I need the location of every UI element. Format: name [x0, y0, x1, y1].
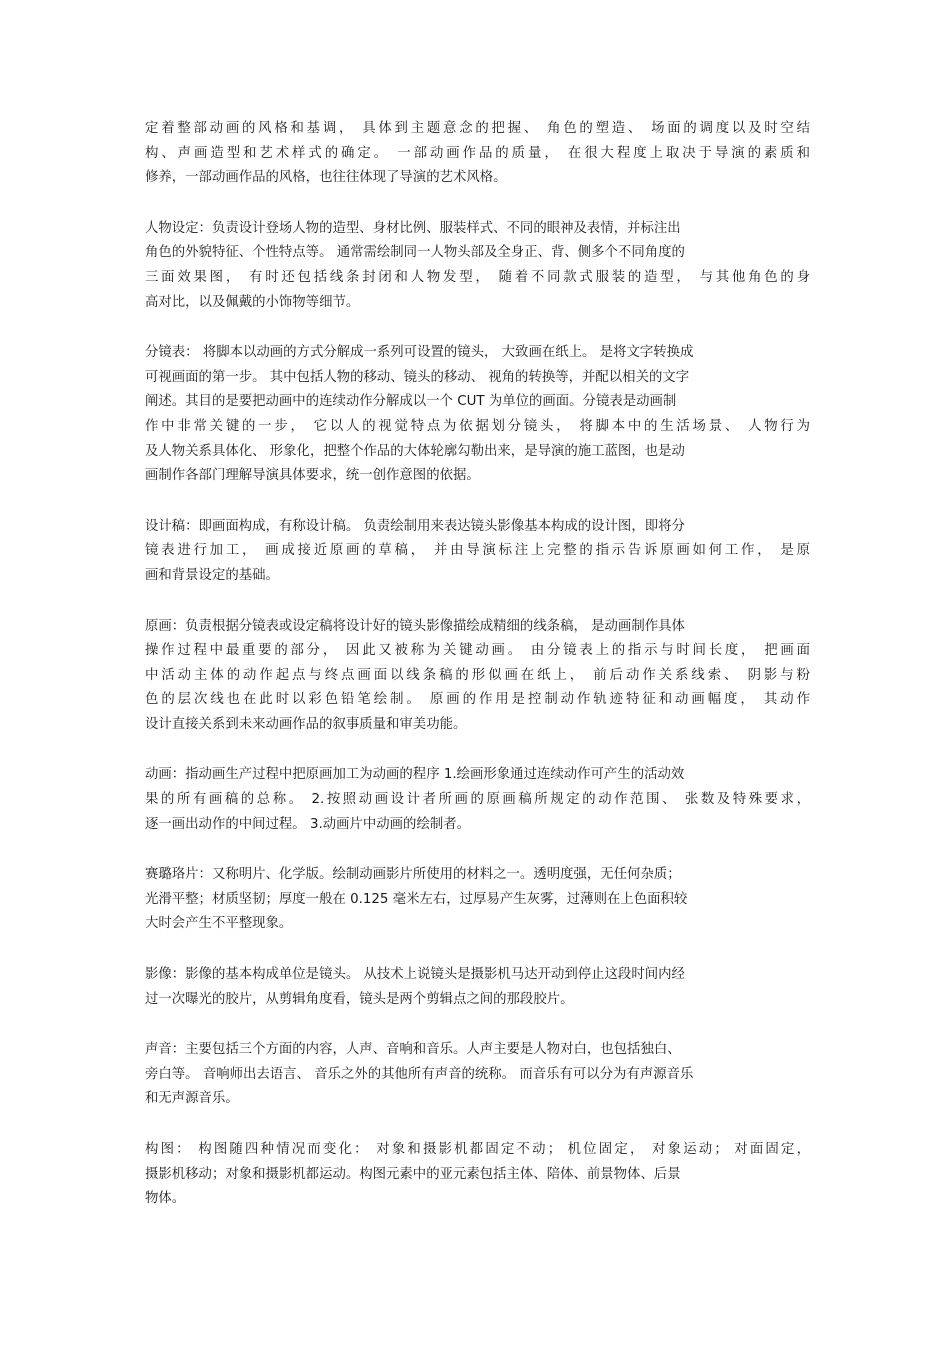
text-line: 作中非常关键的一步， 它以人的视觉特点为依据划分镜头， 将脚本中的生活场景、 人物行为 — [145, 418, 810, 434]
text-line: 物体。 — [145, 1191, 186, 1207]
text-line: 设计稿：即画面构成，有称设计稿。 负责绘制用来表达镜头影像基本构成的设计图，即将分 — [145, 518, 685, 534]
text-line: 分镜表： 将脚本以动画的方式分解成一系列可设置的镜头， 大致画在纸上。 是将文字转换成 — [145, 345, 694, 361]
text-line: 大时会产生不平整现象。 — [145, 916, 293, 932]
text-line: 过一次曝光的胶片，从剪辑角度看，镜头是两个剪辑点之间的那段胶片。 — [145, 991, 574, 1007]
text-line: 画制作各部门理解导演具体要求，统一创作意图的依据。 — [145, 468, 480, 484]
text-line: 可视画面的第一步。 其中包括人物的移动、镜头的移动、 视角的转换等，并配以相关的文字 — [145, 369, 690, 385]
text-line: 设计直接关系到未来动画作品的叙事质量和审美功能。 — [145, 716, 467, 732]
text-line: 高对比，以及佩戴的小饰物等细节。 — [145, 294, 360, 310]
text-line: 及人物关系具体化、 形象化，把整个作品的大体轮廓勾勒出来，是导演的施工蓝图，也是动 — [145, 443, 685, 459]
text-line: 中活动主体的动作起点与终点画面以线条稿的形似画在纸上， 前后动作关系线索、 阴影与粉 — [145, 667, 810, 683]
document-page — [145, 117, 810, 1238]
paragraph — [145, 515, 810, 589]
text-line: 角色的外貌特征、个性特点等。 通常需绘制同一人物头部及全身正、背、侧多个不同角度的 — [145, 245, 685, 261]
text-line: 影像：影像的基本构成单位是镜头。 从技术上说镜头是摄影机马达开动到停止这段时间内经 — [145, 967, 685, 983]
text-line: 旁白等。 音响师出去语言、 音乐之外的其他所有声音的统称。 而音乐有可以分为有声源音乐 — [145, 1066, 694, 1082]
text-line: 三面效果图， 有时还包括线条封闭和人物发型， 随着不同款式服装的造型， 与其他角色的身 — [145, 269, 810, 285]
text-line: 摄影机移动；对象和摄影机都运动。构图元素中的亚元素包括主体、陪体、前景物体、后景 — [145, 1166, 681, 1182]
paragraph — [145, 217, 810, 315]
paragraph — [145, 615, 810, 738]
text-line: 构、声画造型和艺术样式的确定。 一部动画作品的质量， 在很大程度上取决于导演的素质和 — [145, 145, 810, 161]
text-line: 画和背景设定的基础。 — [145, 567, 279, 583]
paragraph — [145, 1138, 810, 1212]
text-line: 人物设定：负责设计登场人物的造型、身材比例、服装样式、不同的眼神及表情，并标注出 — [145, 220, 681, 236]
text-line: 声音：主要包括三个方面的内容，人声、音响和音乐。人声主要是人物对白，也包括独白、 — [145, 1042, 681, 1058]
text-line: 原画：负责根据分镜表或设定稿将设计好的镜头影像描绘成精细的线条稿， 是动画制作具体 — [145, 618, 685, 634]
paragraph — [145, 117, 810, 191]
text-line: 镜表进行加工， 画成接近原画的草稿， 并由导演标注上完整的指示告诉原画如何工作， 是原 — [145, 543, 810, 559]
paragraph — [145, 763, 810, 837]
text-line: 果的所有画稿的总称。 2.按照动画设计者所画的原画稿所规定的动作范围、 张数及特殊要求， — [145, 792, 810, 808]
text-line: 操作过程中最重要的部分， 因此又被称为关键动画。 由分镜表上的指示与时间长度， 把画面 — [145, 643, 810, 659]
text-line: 修养，一部动画作品的风格，也往往体现了导演的艺术风格。 — [145, 170, 507, 186]
paragraph — [145, 341, 810, 489]
text-line: 和无声源音乐。 — [145, 1091, 239, 1107]
paragraph — [145, 863, 810, 937]
text-line: 动画：指动画生产过程中把原画加工为动画的程序 1.绘画形象通过连续动作可产生的活动效 — [145, 767, 685, 783]
paragraph — [145, 1038, 810, 1112]
text-line: 赛璐珞片：又称明片、化学版。绘制动画影片所使用的材料之一。透明度强，无任何杂质； — [145, 867, 681, 883]
text-line: 定着整部动画的风格和基调， 具体到主题意念的把握、 角色的塑造、 场面的调度以及时空结 — [145, 121, 810, 136]
text-line: 阐述。其目的是要把动画中的连续动作分解成以一个 CUT 为单位的画面。分镜表是动画制 — [145, 394, 677, 410]
text-line: 色的层次线也在此时以彩色铅笔绘制。 原画的作用是控制动作轨迹特征和动画幅度， 其动作 — [145, 692, 810, 708]
text-line: 光滑平整；材质坚韧；厚度一般在 0.125 毫米左右，过厚易产生灰雾，过薄则在上色面积较 — [145, 891, 688, 907]
paragraph — [145, 963, 810, 1012]
text-line: 构图： 构图随四种情况而变化： 对象和摄影机都固定不动； 机位固定， 对象运动； 对面固定， — [145, 1142, 810, 1157]
text-line: 逐一画出动作的中间过程。 3.动画片中动画的绘制者。 — [145, 816, 471, 832]
